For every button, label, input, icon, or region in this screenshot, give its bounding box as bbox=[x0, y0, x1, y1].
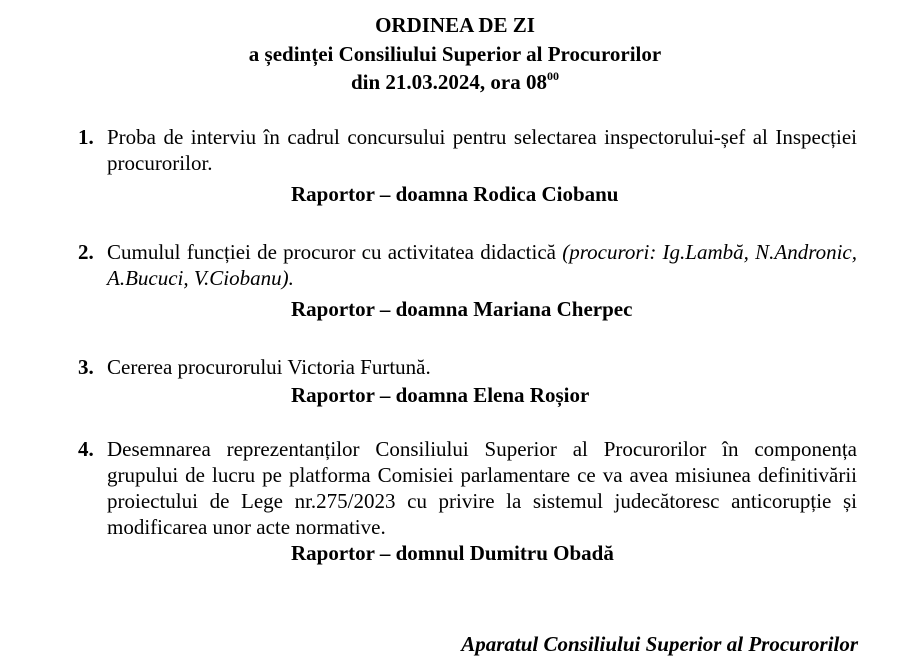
issuer-signature: Aparatul Consiliului Superior al Procurorilor bbox=[461, 632, 858, 656]
agenda-item-description: Proba de interviu în cadrul concursului pentru selectarea inspectorului-șef al Inspecției procurorilor. bbox=[107, 125, 857, 175]
meeting-time-minutes: 00 bbox=[547, 69, 559, 83]
meeting-date-text: din 21.03.2024, ora 08 bbox=[350, 70, 547, 94]
agenda-item-description: Cumulul funcției de procuror cu activitatea didactică bbox=[107, 240, 563, 264]
agenda-item-text bbox=[107, 354, 857, 380]
agenda-item-number: 3. bbox=[78, 355, 94, 379]
agenda-item-raportor: Raportor – doamna Rodica Ciobanu bbox=[291, 182, 619, 206]
agenda-item-text bbox=[107, 124, 857, 176]
agenda-item-raportor: Raportor – doamna Elena Roșior bbox=[291, 383, 590, 407]
agenda-item-raportor: Raportor – doamna Mariana Cherpec bbox=[291, 297, 633, 321]
document-title: ORDINEA DE ZI bbox=[375, 13, 535, 37]
agenda-item-number: 4. bbox=[78, 437, 94, 461]
agenda-item-description: Cererea procurorului Victoria Furtună. bbox=[107, 355, 431, 379]
document-subtitle: a ședinței Consiliului Superior al Procurorilor bbox=[248, 42, 662, 66]
meeting-date-time bbox=[0, 70, 910, 97]
agenda-item-note: (procurori: Ig.Lambă, N.Andronic, A.Bucuci, V.Ciobanu). bbox=[107, 240, 858, 290]
agenda-item-number: 1. bbox=[78, 125, 94, 149]
agenda-item-raportor: Raportor – domnul Dumitru Obadă bbox=[291, 541, 614, 565]
agenda-item-number: 2. bbox=[78, 240, 94, 264]
agenda-item-description: Desemnarea reprezentanților Consiliului Superior al Procurorilor în componența grupului de lucru pe platforma Comisiei parlamentare ce va avea misiunea definitivării proiectului de Lege nr.275/2023 cu privire la sistemul judecătoresc anticorupție și modificarea unor acte normative. bbox=[107, 437, 857, 539]
agenda-item-text bbox=[107, 239, 857, 291]
agenda-item-text bbox=[107, 436, 857, 540]
